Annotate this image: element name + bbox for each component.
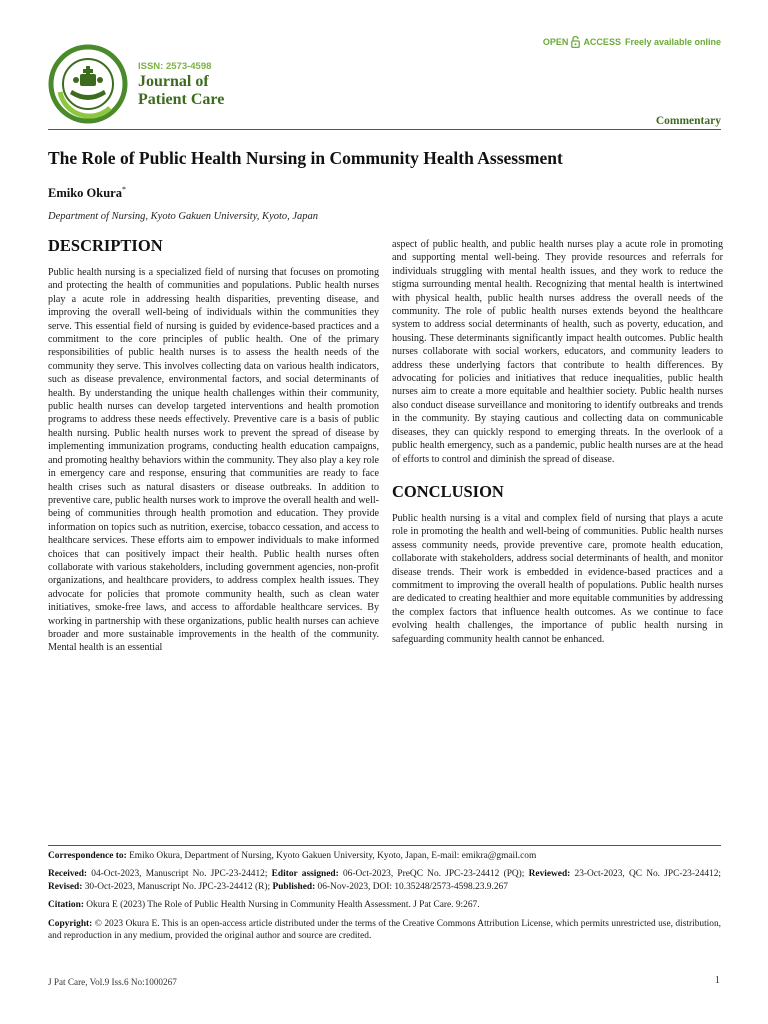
description-text-right: aspect of public health, and public health nurses play a acute role in promoting and supporting mental well-being. They provide resources and referrals for individuals struggling with mental health issues, and they work to reduce the stigma surrounding mental health. Recognizing that mental health is intertwined with physical health, public health nurses address the overall needs of the community. The role of public health nurses extends beyond the healthcare system to address social determinants of health, such as poverty, education, and housing. These determinants significantly impact health outcomes. Public health nurses collaborate with social workers, educators, and community leaders to address these underlying factors that contribute to health differences. By advocating for policies and initiatives that reduce inequalities, public health nurses aim to create a more equitable and healthier society. Public health nurses also conduct disease surveillance and monitoring to identify outbreaks and trends in the community. By staying cautious and collecting data on communicable diseases, they can quickly respond to emerging threats. In the overlook of a public health emergency, such as a pandemic, public health nurses are at the head of efforts to control and diminish the spread of disease. (392, 239, 723, 465)
published-text: 06-Nov-2023, DOI: 10.35248/2573-4598.23.9.267 (317, 881, 508, 892)
received-text: 04-Oct-2023, Manuscript No. JPC-23-24412; (91, 869, 268, 880)
description-heading: DESCRIPTION (48, 236, 163, 255)
reviewed-label: Reviewed: (528, 869, 571, 880)
published-label: Published: (272, 881, 316, 892)
open-lock-icon (571, 36, 580, 48)
dates-note (48, 868, 721, 893)
open-access-tagline: Freely available online (624, 37, 721, 47)
conclusion-section (392, 482, 723, 646)
citation-text: Okura E (2023) The Role of Public Health Nursing in Community Health Assessment. J Pat Care. 9:267. (86, 900, 480, 911)
citation-label: Citation: (48, 900, 84, 911)
journal-name-line2: Patient Care (138, 91, 225, 108)
article-footnotes (48, 850, 721, 948)
article-title: The Role of Public Health Nursing in Community Health Assessment (48, 148, 563, 168)
editor-text: 06-Oct-2023, PreQC No. JPC-23-24412 (PQ); (342, 869, 525, 880)
conclusion-heading: CONCLUSION (392, 481, 504, 501)
open-access-left: OPEN (542, 37, 569, 47)
author-name (48, 185, 126, 201)
correspondence-label: Correspondence to: (48, 851, 127, 861)
right-column (392, 238, 723, 646)
received-label: Received: (48, 869, 88, 880)
page-number: 1 (714, 975, 720, 986)
open-access-badge (543, 36, 721, 48)
author-affiliation: Department of Nursing, Kyoto Gakuen University, Kyoto, Japan (48, 211, 319, 222)
citation-note (48, 899, 721, 911)
reviewed-text: 23-Oct-2023, QC No. JPC-23-24412; (574, 869, 722, 880)
journal-logo (48, 44, 128, 124)
description-text-left: Public health nursing is a specialized field of nursing that focuses on promoting and protecting the health of communities and populations. Public health nurses play a acute role in addressing health disparities, preventing disease, and improving the overall well-being of individuals within the communities they serve. This essential field of nursing is guided by evidence-based practices and a commitment to the core principles of public health. One of the primary responsibilities of public health nurses is to assess the health needs of the community they serve. This involves collecting data on various health indicators, such as disease prevalence, environmental factors, and social determinants of health. By understanding the unique health challenges within their community, public health nurses can develop targeted interventions and health promotion programs to address these needs effectively. Preventive care is a basis of public health nursing. Public health nurses work to prevent the spread of disease by implementing immunization programs, conducting health education campaigns, and promoting healthy behaviors within the community. They also play a key role in emergency care and response, ensuring that communities are ready to face health crises such as natural disasters or disease outbreaks. In addition to preventive care, public health nurses work to improve the overall health and well-being of communities through health promotion and education. They provide information on topics such as nutrition, exercise, tobacco cessation, and access to healthcare services. These efforts aim to empower individuals to make informed choices that can positively impact their health. Public health nurses often collaborate with various stakeholders, including government agencies, non-profit organizations, and healthcare providers, to address complex health issues. They advocate for policies that promote community health, such as clean water initiatives, smoke-free laws, and access to affordable healthcare services. By working in partnership with these organizations, public health nurses can achieve broader and more sustainable improvements in the health of the community. Mental health is an essential (48, 267, 379, 654)
open-access-right: ACCESS (583, 37, 621, 47)
journal-reference: J Pat Care, Vol.9 Iss.6 No:1000267 (48, 977, 177, 987)
revised-text: 30-Oct-2023, Manuscript No. JPC-23-24412 (R); (84, 881, 271, 892)
editor-label: Editor assigned: (271, 869, 339, 880)
correspondence-text: Emiko Okura, Department of Nursing, Kyoto Gakuen University, Kyoto, Japan, E-mail: emikra@gmail.com (129, 851, 537, 861)
revised-label: Revised: (48, 881, 83, 892)
copyright-note (48, 918, 721, 943)
journal-name (138, 73, 224, 109)
copyright-text: © 2023 Okura E. This is an open-access article distributed under the terms of the Creative Commons Attribution License, which permits unrestricted use, distribution, and reproduction in any medium, provided the original author and source are credited. (48, 918, 722, 942)
author-name-text: Emiko Okura (48, 186, 122, 201)
footnote-divider (48, 845, 721, 846)
article-type-label: Commentary (655, 115, 721, 127)
copyright-label: Copyright: (48, 918, 93, 929)
left-column (48, 236, 379, 655)
journal-name-line1: Journal of (138, 73, 209, 90)
author-marker: * (121, 185, 126, 194)
correspondence-note (48, 850, 721, 862)
header-divider (48, 129, 721, 130)
issn-label: ISSN: 2573-4598 (138, 61, 212, 72)
conclusion-text: Public health nursing is a vital and complex field of nursing that plays a acute role in promoting the health and well-being of communities. Public health nurses assess community needs, provide preventive care, promote health education, collaborate with stakeholders, address social determinants of health, and monitor disease trends. Their work is embedded in evidence-based practices and a commitment to improving the overall health of populations. Public health nurses are dedicated to creating healthier and more equitable communities by addressing the complex factors that influence health outcomes. As we continue to face evolving health challenges, the importance of public health nursing in safeguarding community health cannot be enhanced. (392, 512, 723, 645)
